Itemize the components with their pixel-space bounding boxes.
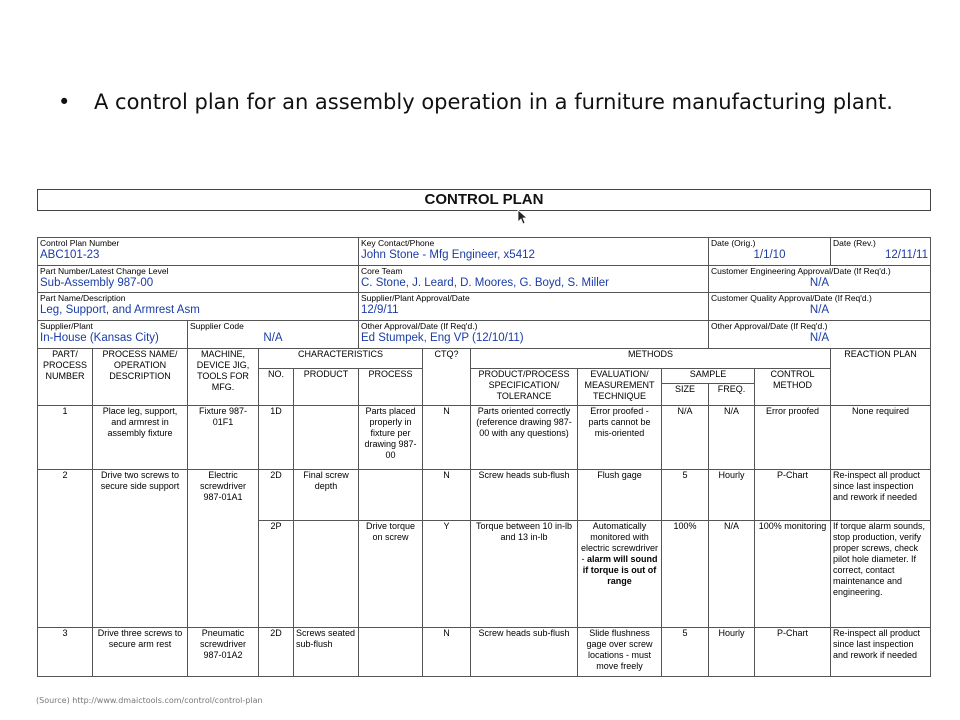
row-machine: Pneumatic screwdriver 987-01A2 [188,627,259,676]
row-reaction-plan: Re-inspect all product since last inspection and rework if needed [831,627,931,676]
row-reaction-plan: None required [831,406,931,470]
row-product [294,406,359,470]
row-freq: Hourly [709,627,755,676]
col-machine: MACHINE, DEVICE JIG, TOOLS FOR MFG. [188,348,259,405]
row-evaluation: Automatically monitored with electric screwdriver - [580,521,658,565]
supplier-code-cell [188,321,359,349]
row-size: 5 [662,469,709,520]
header-row-1 [38,238,931,266]
row-product [294,521,359,628]
row-part-number: 3 [38,627,93,676]
row-part-number: 2 [38,469,93,627]
table-row [38,406,931,470]
row-process-name: Drive three screws to secure arm rest [93,627,188,676]
col-sample: SAMPLE [662,369,755,383]
row-process: Drive torque on screw [359,521,423,628]
supplier-plant-cell [38,321,188,349]
date-rev-cell [831,238,931,266]
date-rev-value: 12/11/11 [884,249,928,261]
customer-eng-approval-cell [709,265,931,293]
row-process [359,627,423,676]
date-orig-value: 1/1/10 [753,249,786,261]
row-evaluation-alarm: alarm will sound if torque is out of range [582,554,658,587]
table-row [38,469,931,520]
other-approval-1-cell [359,321,709,349]
bullet-dot: • [58,90,71,114]
col-reaction-plan: REACTION PLAN [831,348,931,405]
control-plan-number-label: Control Plan Number [40,238,120,248]
other-approval-2-cell [709,321,931,349]
date-orig-label: Date (Orig.) [711,238,756,248]
supplier-plant-approval-label: Supplier/Plant Approval/Date [361,293,470,304]
col-ctq: CTQ? [423,348,471,405]
customer-quality-approval-cell [709,293,931,321]
date-orig-cell [709,238,831,266]
row-evaluation: Error proofed - parts cannot be mis-oriented [578,406,662,470]
row-product: Screws seated sub-flush [294,627,359,676]
col-evaluation: EVALUATION/ MEASUREMENT TECHNIQUE [578,369,662,406]
core-team-cell [359,265,709,293]
col-no: NO. [259,369,294,406]
col-process-name: PROCESS NAME/ OPERATION DESCRIPTION [93,348,188,405]
control-plan-table [37,237,931,677]
row-no: 2D [259,627,294,676]
part-number-cell [38,265,359,293]
row-product: Final screw depth [294,469,359,520]
date-rev-label: Date (Rev.) [833,238,876,248]
supplier-code-value: N/A [263,332,283,345]
customer-quality-approval-value: N/A [809,304,830,317]
table-row [38,627,931,676]
row-ctq: Y [423,521,471,628]
col-part-process-number: PART/ PROCESS NUMBER [38,348,93,405]
row-spec: Torque between 10 in-lb and 13 in-lb [471,521,578,628]
core-team-value: C. Stone, J. Leard, D. Moores, G. Boyd, S. Miller [361,276,609,289]
row-evaluation-cell [578,521,662,628]
row-process-name: Drive two screws to secure side support [93,469,188,627]
header-row-2 [38,265,931,293]
row-no: 2D [259,469,294,520]
row-reaction-plan: If torque alarm sounds, stop production, verify proper screws, check pilot hole diameter. If correct, contact maintenance and engineering. [831,521,931,628]
part-name-cell [38,293,359,321]
row-machine: Electric screwdriver 987-01A1 [188,469,259,627]
col-control-method: CONTROL METHOD [755,369,831,406]
col-characteristics: CHARACTERISTICS [259,348,423,369]
row-freq: Hourly [709,469,755,520]
row-spec: Screw heads sub-flush [471,627,578,676]
other-approval-2-value: N/A [809,332,830,345]
row-freq: N/A [709,521,755,628]
control-plan-number-cell [38,238,359,266]
col-methods: METHODS [471,348,831,369]
row-spec: Parts oriented correctly (reference drawing 987-00 with any questions) [471,406,578,470]
key-contact-cell [359,238,709,266]
part-name-label: Part Name/Description [40,293,126,304]
supplier-plant-approval-cell [359,293,709,321]
row-evaluation: Slide flushness gage over screw locations - must move freely [578,627,662,676]
supplier-plant-value: In-House (Kansas City) [40,332,159,345]
col-freq: FREQ. [709,383,755,406]
row-part-number: 1 [38,406,93,470]
control-plan-title: CONTROL PLAN [37,189,931,211]
row-no: 2P [259,521,294,628]
supplier-code-label: Supplier Code [190,321,244,332]
slide-bullet-text: A control plan for an assembly operation in a furniture manufacturing plant. [94,90,893,114]
other-approval-1-value: Ed Stumpek, Eng VP (12/10/11) [361,332,524,345]
row-reaction-plan: Re-inspect all product since last inspection and rework if needed [831,469,931,520]
row-freq: N/A [709,406,755,470]
col-size: SIZE [662,383,709,406]
row-size: N/A [662,406,709,470]
core-team-label: Core Team [361,265,403,276]
row-ctq: N [423,469,471,520]
row-evaluation: Flush gage [578,469,662,520]
mouse-cursor-icon [517,209,527,225]
customer-quality-approval-label: Customer Quality Approval/Date (If Req'd.) [711,293,872,304]
customer-eng-approval-value: N/A [809,276,830,289]
row-control-method: P-Chart [755,469,831,520]
row-control-method: P-Chart [755,627,831,676]
column-header-row-1 [38,348,931,369]
row-ctq: N [423,406,471,470]
row-size: 5 [662,627,709,676]
col-process: PROCESS [359,369,423,406]
part-number-label: Part Number/Latest Change Level [40,265,169,276]
row-process [359,469,423,520]
supplier-plant-label: Supplier/Plant [40,321,93,332]
customer-eng-approval-label: Customer Engineering Approval/Date (If Req'd.) [711,265,891,276]
col-product: PRODUCT [294,369,359,406]
row-control-method: 100% monitoring [755,521,831,628]
row-spec: Screw heads sub-flush [471,469,578,520]
row-process: Parts placed properly in fixture per drawing 987-00 [359,406,423,470]
row-ctq: N [423,627,471,676]
other-approval-2-label: Other Approval/Date (If Req'd.) [711,321,828,332]
supplier-plant-approval-value: 12/9/11 [361,304,399,317]
row-machine: Fixture 987-01F1 [188,406,259,470]
row-no: 1D [259,406,294,470]
row-process-name: Place leg, support, and armrest in assembly fixture [93,406,188,470]
header-row-3 [38,293,931,321]
part-number-value: Sub-Assembly 987-00 [40,276,154,289]
source-citation: (Source) http://www.dmaictools.com/control/control-plan [36,696,263,705]
row-control-method: Error proofed [755,406,831,470]
col-spec: PRODUCT/PROCESS SPECIFICATION/ TOLERANCE [471,369,578,406]
part-name-value: Leg, Support, and Armrest Asm [40,304,200,317]
key-contact-label: Key Contact/Phone [361,238,435,248]
header-row-4 [38,321,931,349]
other-approval-1-label: Other Approval/Date (If Req'd.) [361,321,478,332]
key-contact-value: John Stone - Mfg Engineer, x5412 [361,249,535,261]
control-plan-number-value: ABC101-23 [40,249,100,261]
row-size: 100% [662,521,709,628]
